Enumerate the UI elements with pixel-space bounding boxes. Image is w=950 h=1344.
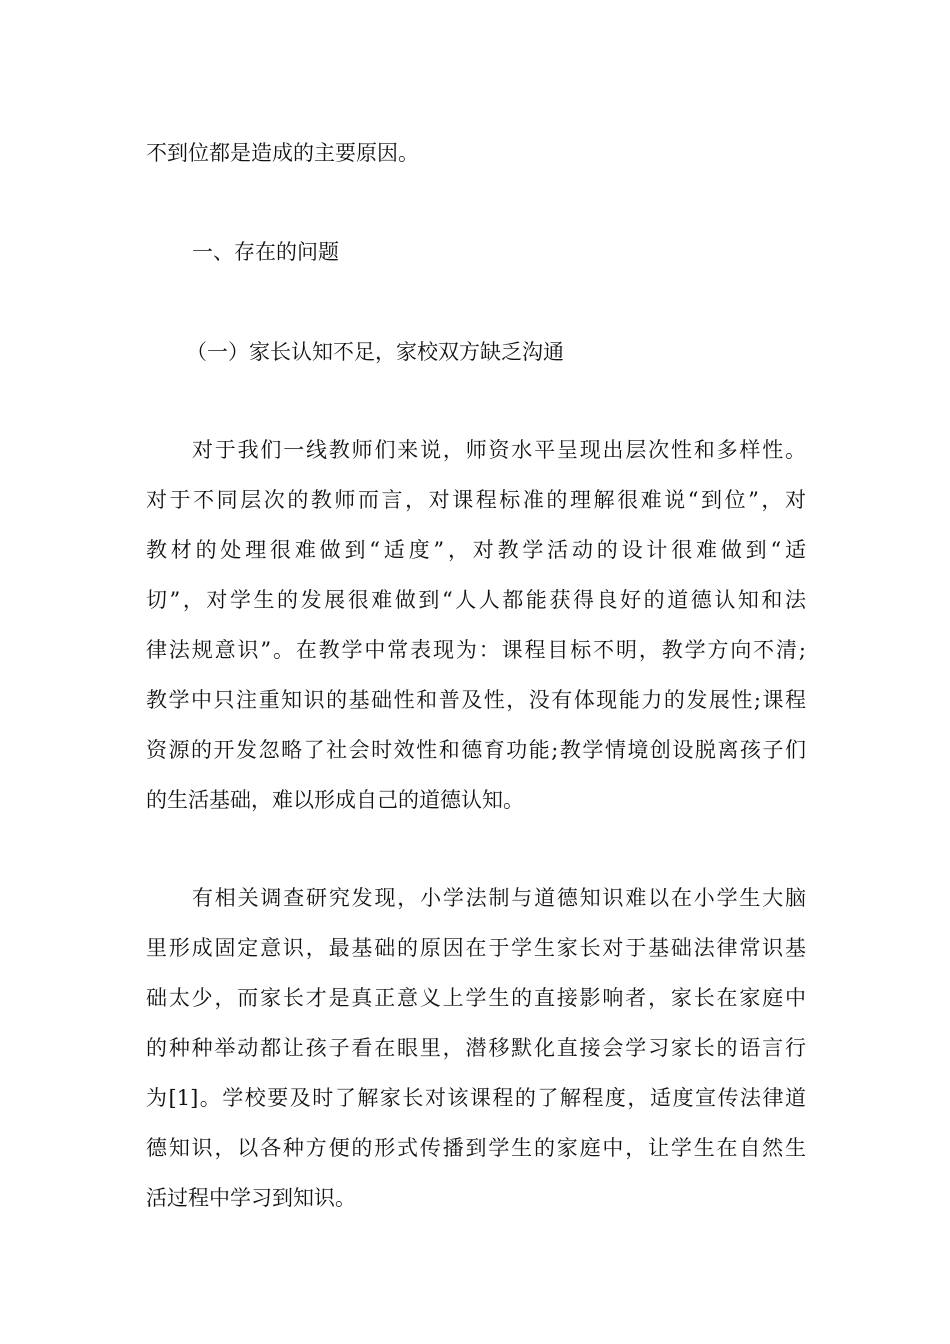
paragraph-line: 础太少，而家长才是真正意义上学生的直接影响者，家长在家庭中 xyxy=(146,986,806,1010)
paragraph-line: 律法规意识”。在教学中常表现为：课程目标不明，教学方向不清; xyxy=(146,638,806,662)
section-heading: 一、存在的问题 xyxy=(192,240,339,264)
paragraph-line: 有相关调查研究发现，小学法制与道德知识难以在小学生大脑 xyxy=(192,886,806,910)
paragraph-line: 的种种举动都让孩子看在眼里，潜移默化直接会学习家长的语言行 xyxy=(146,1036,806,1060)
paragraph-line: 活过程中学习到知识。 xyxy=(146,1186,356,1210)
continuation-line: 不到位都是造成的主要原因。 xyxy=(146,141,419,165)
paragraph-line: 切”，对学生的发展很难做到“人人都能获得良好的道德认知和法 xyxy=(146,588,806,612)
paragraph-line: 教材的处理很难做到“适度”，对教学活动的设计很难做到“适 xyxy=(146,538,806,562)
paragraph-line: 的生活基础，难以形成自己的道德认知。 xyxy=(146,788,524,812)
paragraph-line: 资源的开发忽略了社会时效性和德育功能;教学情境创设脱离孩子们 xyxy=(146,738,806,762)
paragraph-line: 教学中只注重知识的基础性和普及性，没有体现能力的发展性;课程 xyxy=(146,688,806,712)
paragraph-line: 为[1]。学校要及时了解家长对该课程的了解程度，适度宣传法律道 xyxy=(146,1086,806,1110)
subsection-heading: （一）家长认知不足，家校双方缺乏沟通 xyxy=(186,340,564,364)
paragraph-line: 里形成固定意识，最基础的原因在于学生家长对于基础法律常识基 xyxy=(146,936,806,960)
paragraph-line: 对于不同层次的教师而言，对课程标准的理解很难说“到位”，对 xyxy=(146,488,806,512)
paragraph-line: 德知识，以各种方便的形式传播到学生的家庭中，让学生在自然生 xyxy=(146,1136,806,1160)
paragraph-line: 对于我们一线教师们来说，师资水平呈现出层次性和多样性。 xyxy=(192,438,806,462)
